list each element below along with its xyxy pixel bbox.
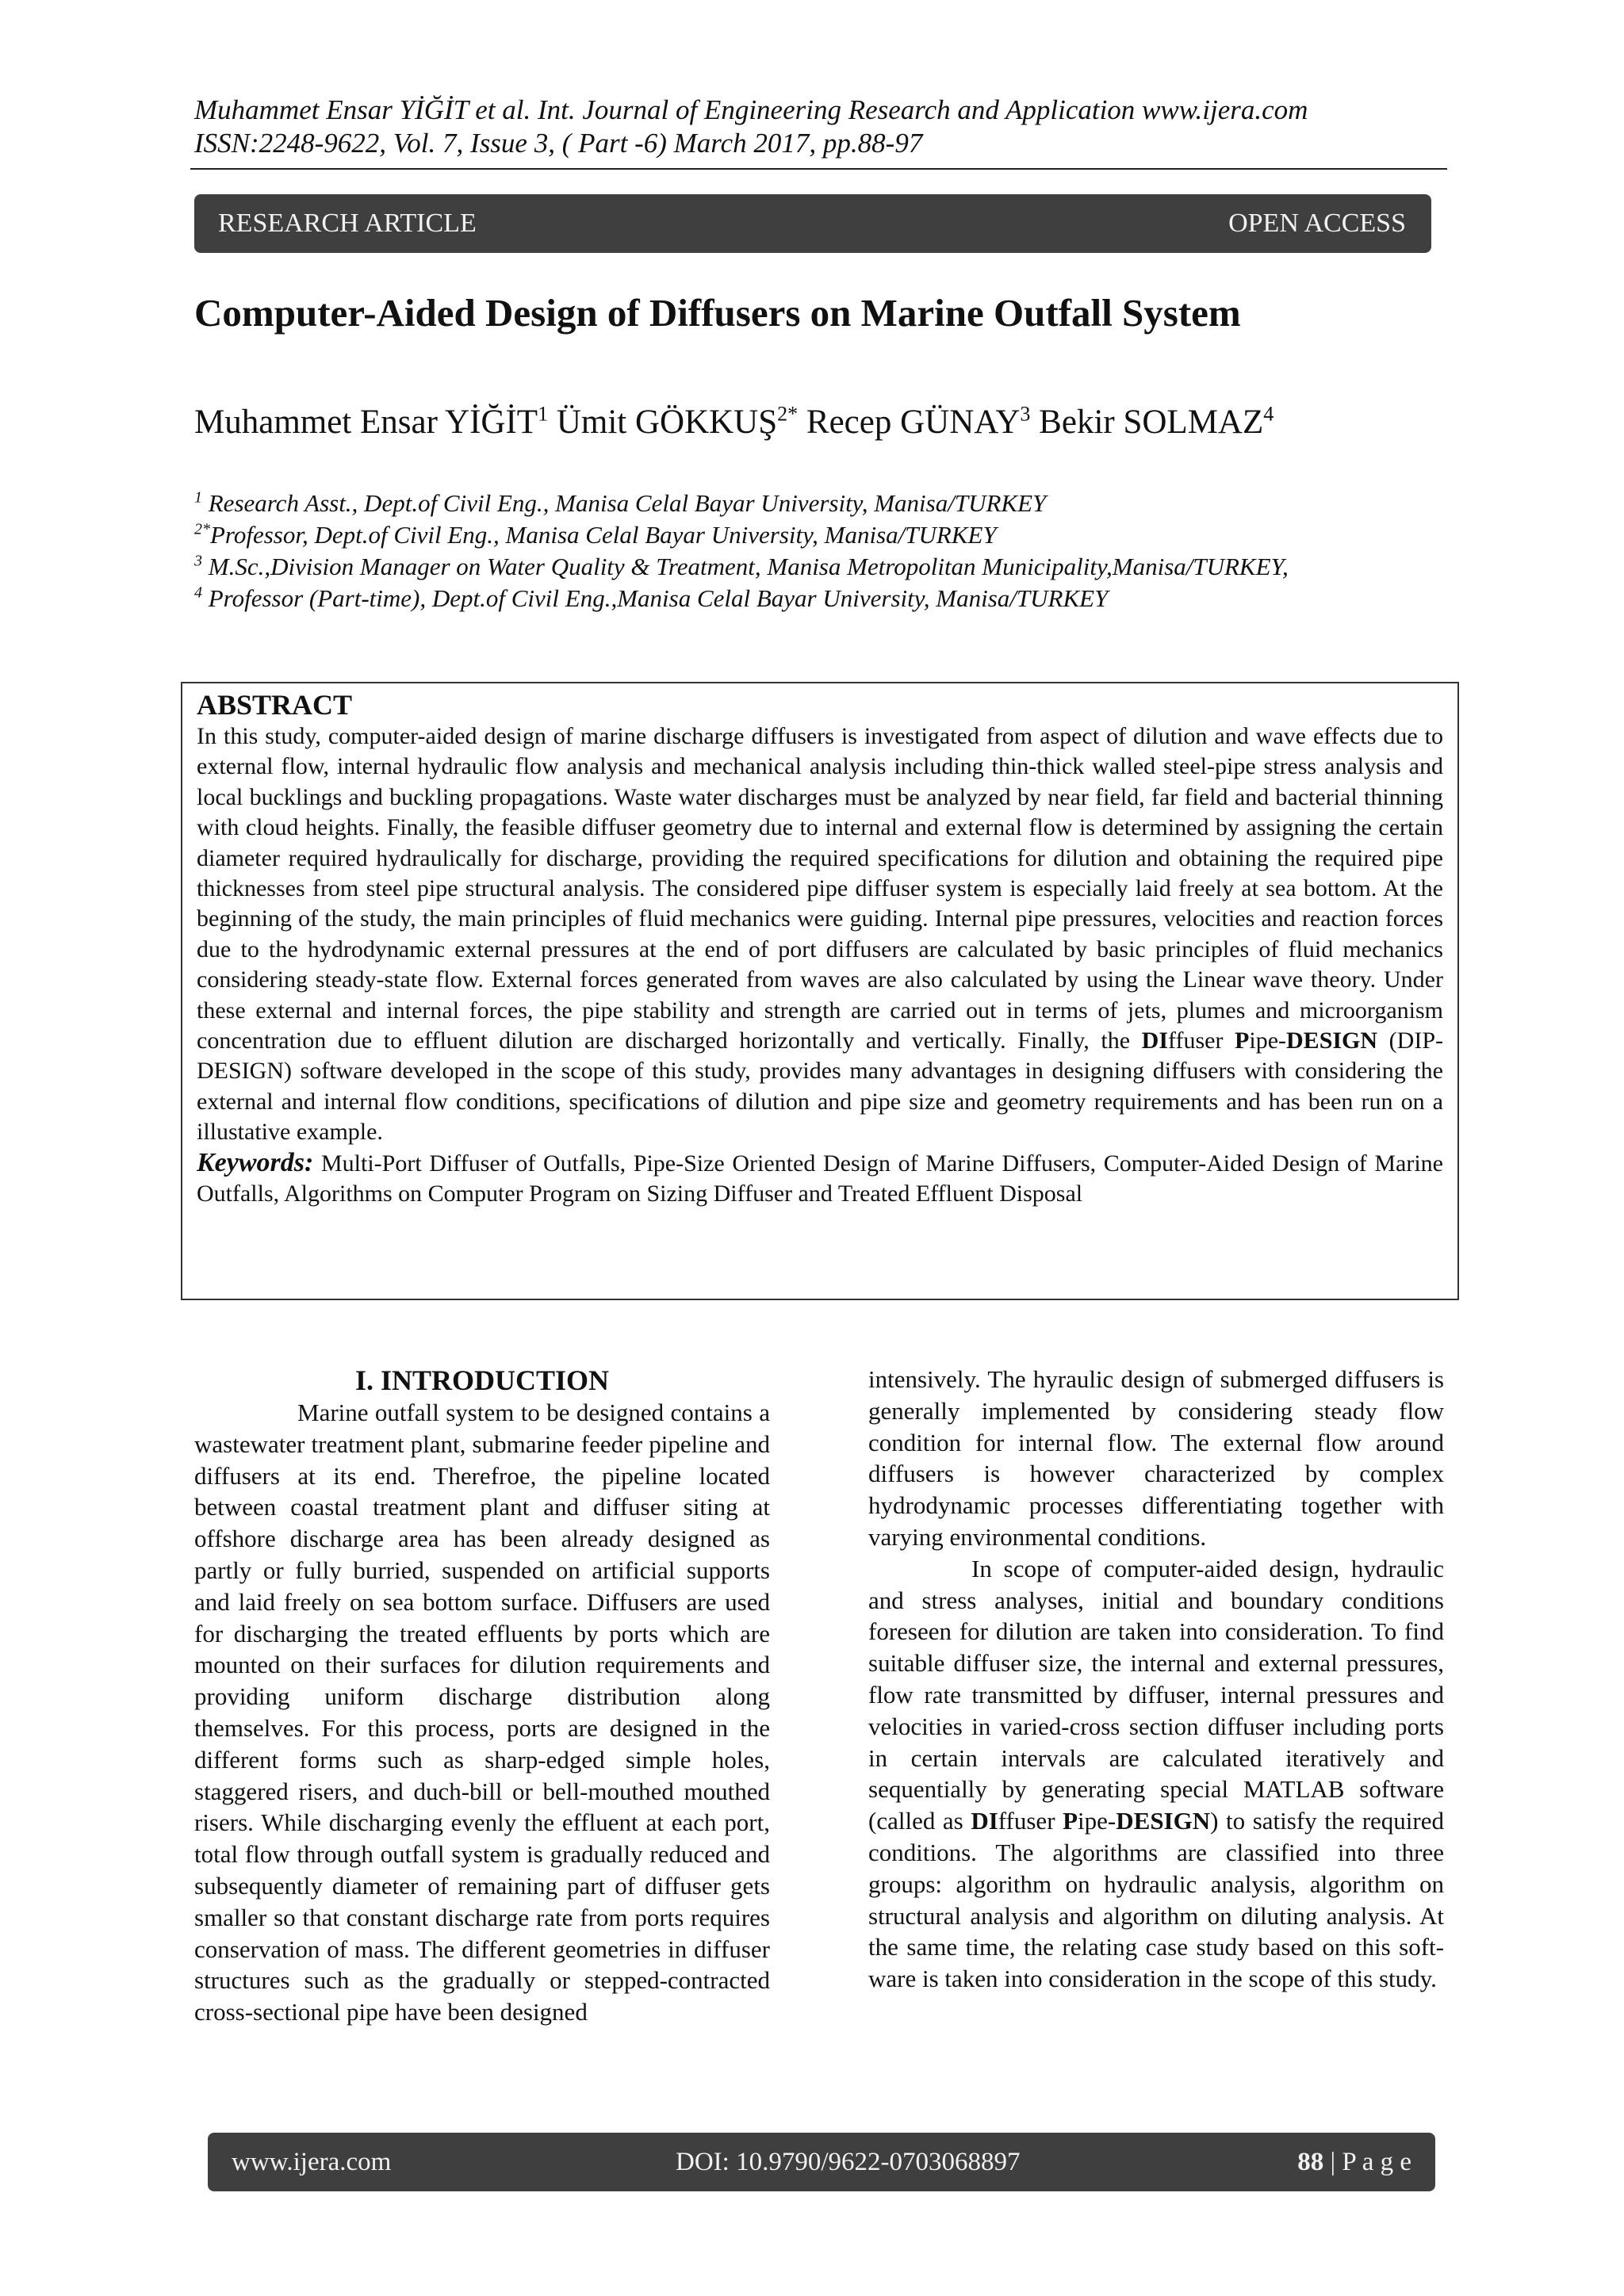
affiliation-text: Professor (Part-time), Dept.of Civil Eng.,Manisa Celal Bayar University, Manisa/TURKEY [202, 584, 1109, 612]
author-affiliation-marker: 2* [777, 402, 799, 426]
abstract-text-part: (DIP-DESIGN) software developed in the scope of this study, provides many advantages in designing diffusers with considering the external and internal flow conditions, specifications of dilution and pipe size and geometry requirements and has been run on a illustative example. [197, 1027, 1443, 1146]
affiliation-text: M.Sc.,Division Manager on Water Quality & Treatment, Manisa Metropolitan Municipality,Manisa/TURKEY, [202, 553, 1289, 580]
running-header [194, 94, 1447, 160]
abstract-text-part: In this study, computer-aided design of marine discharge diffusers is investigated from aspect of dilution and wave effects due to external flow, internal hydraulic flow analysis and mechanical analysis including thin-thick walled steel-pipe stress analysis and local bucklings and buckling propagations. Waste water discharges must be analyzed by near field, far field and bacterial thinning with cloud heights. Finally, the feasible diffuser geometry due to internal and external flow is determined by assigning the certain diameter required hydraulically for discharge, providing the required specifications for dilution and obtaining the required pipe thicknesses from steel pipe structural analysis. The considered pipe diffuser system is especially laid freely at sea bottom. At the beginning of the study, the main principles of fluid mechanics were guiding. Internal pipe pressures, velocities and reaction forces due to the hydrodynamic external pressures at the end of port diffusers are calculated by basic principles of fluid mechanics considering steady-state flow. External forces generated from waves are also calculated by using the Linear wave theory. Under these external and internal forces, the pipe stability and strength are carried out in terms of jets, plumes and microorganism concentration due to effluent dilution are discharged horizontally and vertically. Finally, the [197, 723, 1443, 1054]
open-access-label: OPEN ACCESS [1228, 209, 1406, 238]
software-name-bold: DESIGN [1116, 1807, 1211, 1835]
affiliation-item [194, 519, 1479, 551]
affiliation-marker: 1 [194, 488, 202, 507]
software-name-part: ipe- [1078, 1807, 1116, 1835]
body-column-left [194, 1364, 770, 2028]
keywords-label: Keywords: [197, 1147, 314, 1177]
page-label: | P a g e [1323, 2147, 1411, 2176]
author-name: Bekir SOLMAZ [1039, 404, 1264, 441]
section-heading-introduction: I. INTRODUCTION [354, 1364, 610, 1396]
affiliation-text: Professor, Dept.of Civil Eng., Manisa Celal Bayar University, Manisa/TURKEY [210, 521, 997, 549]
paragraph-text-part: In scope of computer-aided design, hydraulic and stress analyses, initial and boundary conditions foreseen for dilution are taken into consideration. To find suitable diffuser size, the internal and external pressures, flow rate transmitted by diffuser, internal pressures and velocities in varied-cross section diffuser including ports in certain intervals are calculated iteratively and sequentially by generating special MATLAB software (called as [868, 1554, 1444, 1835]
paragraph: intensively. The hyraulic design of submerged diffusers is generally implemented by considering steady flow condition for internal flow. The external flow around diffusers is however characterized by complex hydrodynamic processes differentiating together with varying environmental conditions. [868, 1365, 1444, 1551]
running-header-line-1: Muhammet Ensar YİĞİT et al. Int. Journal of Engineering Research and Application www.ijera.com [194, 94, 1308, 125]
keywords-text: Multi-Port Diffuser of Outfalls, Pipe-Size Oriented Design of Marine Diffusers, Computer-Aided Design of Marine Outfalls, Algorithms on Computer Program on Sizing Diffuser and Treated Effluent Disposal [197, 1150, 1443, 1207]
affiliation-list [194, 488, 1479, 614]
paper-title: Computer-Aided Design of Diffusers on Marine Outfall System [194, 291, 1241, 335]
author-affiliation-marker: 4 [1263, 402, 1274, 426]
software-name-part: ipe- [1249, 1027, 1287, 1054]
author-affiliation-marker: 3 [1020, 402, 1031, 426]
article-type-label: RESEARCH ARTICLE [218, 209, 477, 238]
software-name-bold: P [1235, 1027, 1250, 1054]
software-name-bold: DI [1141, 1027, 1169, 1054]
keywords [197, 1148, 1443, 1210]
software-name-part: ffuser [998, 1807, 1063, 1835]
header-divider [190, 168, 1447, 170]
author-name: Muhammet Ensar YİĞİT [194, 404, 538, 441]
page-footer [208, 2133, 1435, 2191]
footer-page-number [1297, 2148, 1411, 2177]
footer-url: www.ijera.com [232, 2147, 392, 2176]
affiliation-item [194, 583, 1479, 614]
software-name-bold: P [1063, 1807, 1078, 1835]
running-header-line-2: ISSN:2248-9622, Vol. 7, Issue 3, ( Part -6) March 2017, pp.88-97 [194, 128, 923, 159]
paragraph: Marine outfall system to be designed contains a wastewater treatment plant, submarine feeder pipeline and diffusers at its end. Therefroe, the pipeline located between coastal treatment plant and diffuser siting at offshore discharge area has been already designed as partly or fully burried, suspended on artificial supports and laid freely on sea bottom surface. Diffusers are used for discharging the treated effluents by ports which are mounted on their surfaces for dilution requirements and providing uniform discharge distribution along themselves. For this process, ports are designed in the different forms such as sharp-edged simple holes, staggered risers, and duch-bill or bell-mouthed mouthed risers. While discharging evenly the effluent at each port, total flow through outfall system is gradually reduced and subsequently diameter of remaining part of diffuser gets smaller so that constant discharge rate from ports requires conservation of mass. The different geometries in diffuser structures such as the gradually or stepped-contracted cross-sectional pipe have been designed [194, 1399, 770, 2026]
footer-doi: DOI: 10.9790/9622-0703068897 [676, 2147, 1021, 2176]
abstract-text [197, 721, 1443, 1148]
affiliation-marker: 4 [194, 584, 202, 602]
abstract-heading: ABSTRACT [197, 689, 353, 721]
body-column-right [868, 1364, 1444, 1995]
page-number: 88 [1297, 2147, 1324, 2176]
author-affiliation-marker: 1 [538, 402, 549, 426]
affiliation-item [194, 488, 1479, 519]
author-name: Recep GÜNAY [806, 404, 1021, 441]
affiliation-item [194, 551, 1479, 583]
paragraph-text-part: ) to satisfy the required conditions. The algorithms are classified into three groups: algorithm on hydraulic analysis, algorithm on structural analysis and algorithm on diluting analysis. At the same time, the relating case study based on this soft-ware is taken into consideration in the scope of this study. [868, 1807, 1444, 1993]
author-list [194, 400, 1463, 445]
abstract-box [181, 682, 1459, 1300]
affiliation-text: Research Asst., Dept.of Civil Eng., Manisa Celal Bayar University, Manisa/TURKEY [202, 489, 1047, 517]
author-name: Ümit GÖKKUŞ [556, 404, 778, 441]
affiliation-marker: 2* [194, 520, 210, 538]
software-name-bold: DI [971, 1807, 998, 1835]
affiliation-marker: 3 [194, 552, 202, 570]
article-type-banner [194, 194, 1431, 253]
paragraph [868, 1553, 1444, 1995]
software-name-bold: DESIGN [1286, 1027, 1378, 1054]
software-name-part: ffuser [1168, 1027, 1235, 1054]
